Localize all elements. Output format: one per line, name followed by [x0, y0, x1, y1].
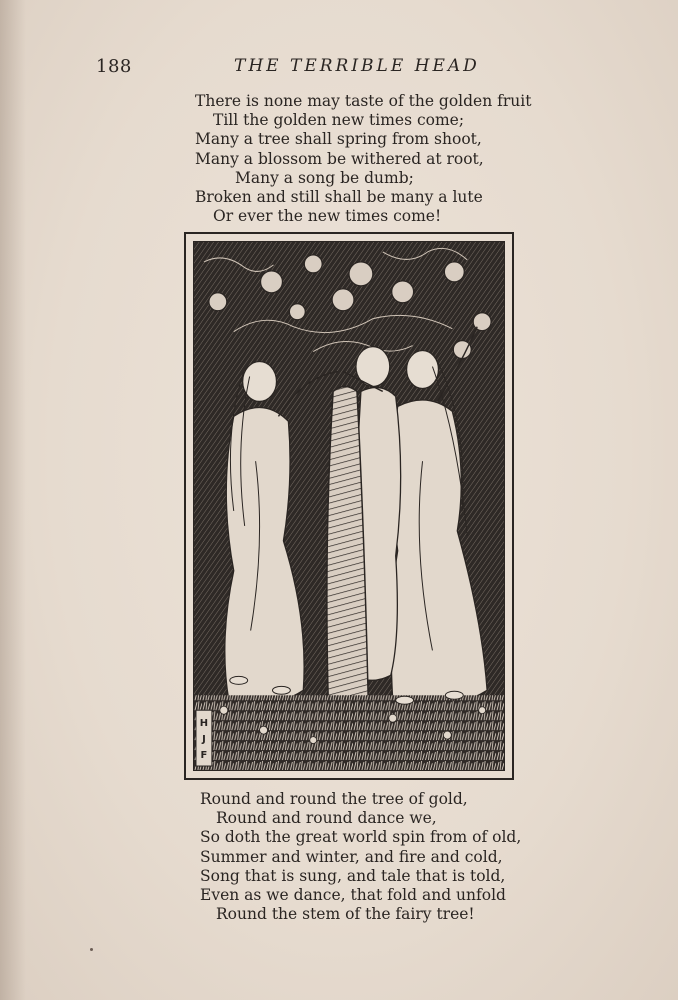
poem-stanza-1	[195, 92, 531, 226]
poem-line: Or ever the new times come!	[213, 207, 442, 226]
page-number: 188	[96, 56, 132, 77]
poem-line: Summer and winter, and fire and cold,	[200, 847, 503, 866]
paper-speck	[90, 948, 93, 951]
page-header	[0, 52, 678, 82]
poem-line: Even as we dance, that fold and unfold	[200, 886, 506, 905]
poem-line: Many a song be dumb;	[235, 168, 414, 187]
meadow-ground	[194, 695, 504, 770]
illustration-monogram: H	[199, 718, 209, 730]
poem-line: Song that is sung, and tale that is told,	[200, 866, 506, 885]
illustration-frame	[184, 232, 514, 780]
illustration-artwork	[194, 242, 504, 770]
left-maiden-head	[243, 362, 277, 402]
running-title: THE TERRIBLE HEAD	[234, 56, 480, 76]
page-gutter-shadow	[0, 0, 26, 1000]
poem-line: Broken and still shall be many a lute	[195, 188, 483, 207]
poem-line: Till the golden new times come;	[213, 111, 465, 130]
poem-stanza-2	[200, 790, 521, 924]
svg-text:F: F	[200, 750, 208, 762]
poem-line: Round the stem of the fairy tree!	[216, 905, 475, 924]
poem-line: There is none may taste of the golden fruit	[195, 92, 532, 110]
poem-line: Round and round the tree of gold,	[200, 790, 468, 808]
poem-line: Many a blossom be withered at root,	[195, 149, 484, 168]
poem-line: So doth the great world spin from of old,	[200, 828, 522, 847]
poem-line: Round and round dance we,	[216, 809, 437, 828]
poem-line: Many a tree shall spring from shoot,	[195, 130, 482, 149]
svg-text:J: J	[202, 734, 206, 746]
illustration-dancing-maidens	[193, 241, 505, 771]
